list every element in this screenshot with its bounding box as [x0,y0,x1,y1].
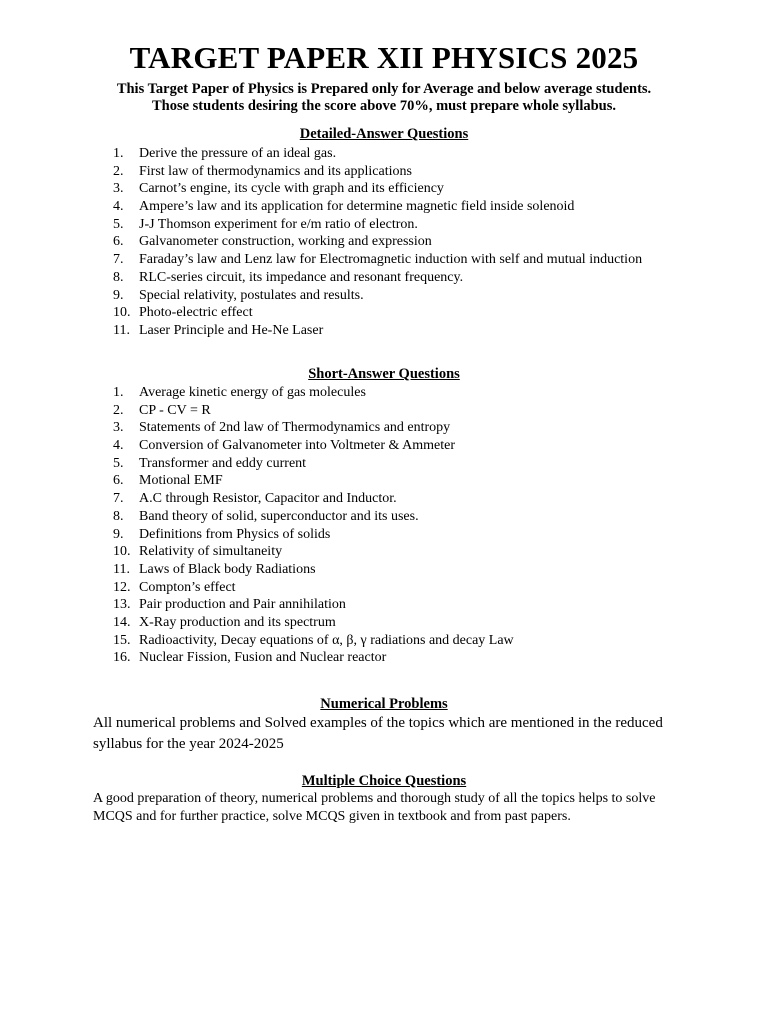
list-item-text: Conversion of Galvanometer into Voltmeter & Ammeter [139,438,455,454]
list-item-number: 16. [113,650,131,666]
list-item-number: 5. [113,216,124,232]
list-item-number: 7. [113,252,124,268]
list-item-number: 2. [113,402,124,418]
subtitle-line-1: This Target Paper of Physics is Prepared only for Average and below average students. [116,81,652,97]
list-item-text: Statements of 2nd law of Thermodynamics and entropy [139,420,451,436]
subtitle [0,81,768,115]
list-item-number: 1. [113,146,124,161]
list-item-number: 6. [113,473,124,489]
list-item-text: Ampere’s law and its application for determine magnetic field inside solenoid [139,199,575,215]
list-item-text: X-Ray production and its spectrum [139,614,336,630]
list-item-number: 3. [113,420,124,436]
subtitle-line-2: Those students desiring the score above 70%, must prepare whole syllabus. [151,98,617,114]
list-item-text: Nuclear Fission, Fusion and Nuclear reactor [139,650,387,666]
list-item-number: 8. [113,508,124,524]
list-item-text: Motional EMF [139,473,223,489]
list-item-text: Definitions from Physics of solids [139,526,331,542]
list-item-text: A.C through Resistor, Capacitor and Inductor. [139,491,397,507]
mcq-heading: Multiple Choice Questions [301,773,467,789]
mcq-text: A good preparation of theory, numerical problems and thorough study of all the topics helps to solve MCQS and for further practice, solve MCQS given in textbook and from past papers. [93,791,656,824]
list-item-number: 2. [113,163,124,179]
list-item-number: 9. [113,287,124,303]
list-item-text: Galvanometer construction, working and expression [139,234,432,250]
list-item-number: 10. [113,544,131,560]
list-item-number: 13. [113,597,131,613]
list-item-text: Compton’s effect [139,579,236,595]
list-item-text: Photo-electric effect [139,305,253,321]
page-title: TARGET PAPER XII PHYSICS 2025 [129,40,639,75]
list-item-number: 11. [113,322,130,338]
list-item-text: Laws of Black body Radiations [139,561,316,577]
list-item-text: Average kinetic energy of gas molecules [139,385,366,400]
list-item-text: Transformer and eddy current [139,455,307,471]
list-item-text: First law of thermodynamics and its applications [139,163,412,179]
list-item-text: Band theory of solid, superconductor and its uses. [139,508,419,524]
list-item-number: 4. [113,199,124,215]
list-item-text: Derive the pressure of an ideal gas. [139,146,337,161]
list-item-number: 10. [113,305,131,321]
numerical-heading: Numerical Problems [320,696,448,712]
list-item-number: 9. [113,526,124,542]
list-item-text: Relativity of simultaneity [139,544,283,560]
list-item-text: Special relativity, postulates and results. [139,287,364,303]
list-item-text: CP - CV = R [139,402,211,418]
list-item-text: J-J Thomson experiment for e/m ratio of electron. [139,216,418,232]
list-item-number: 14. [113,614,131,630]
list-item-text: Pair production and Pair annihilation [139,597,346,613]
list-item-number: 11. [113,561,130,577]
list-item-number: 15. [113,632,131,648]
list-item-number: 4. [113,438,124,454]
detailed-heading: Detailed-Answer Questions [299,126,469,142]
list-item-text: Laser Principle and He-Ne Laser [139,322,324,338]
list-item-text: Carnot’s engine, its cycle with graph and its efficiency [139,181,444,197]
list-item-number: 7. [113,491,124,507]
list-item-number: 12. [113,579,131,595]
list-item-text: RLC-series circuit, its impedance and resonant frequency. [139,269,464,285]
short-heading: Short-Answer Questions [308,366,460,382]
list-item-number: 6. [113,234,124,250]
list-item-text: Faraday’s law and Lenz law for Electromagnetic induction with self and mutual induction [139,252,643,268]
list-item-number: 5. [113,455,124,471]
numerical-text: All numerical problems and Solved examples of the topics which are mentioned in the reduced syllabus for the year 2024-2025 [93,715,663,752]
list-item-number: 3. [113,181,124,197]
list-item-number: 1. [113,385,124,400]
list-item-number: 8. [113,269,124,285]
list-item-text: Radioactivity, Decay equations of α, β, γ radiations and decay Law [139,632,514,648]
